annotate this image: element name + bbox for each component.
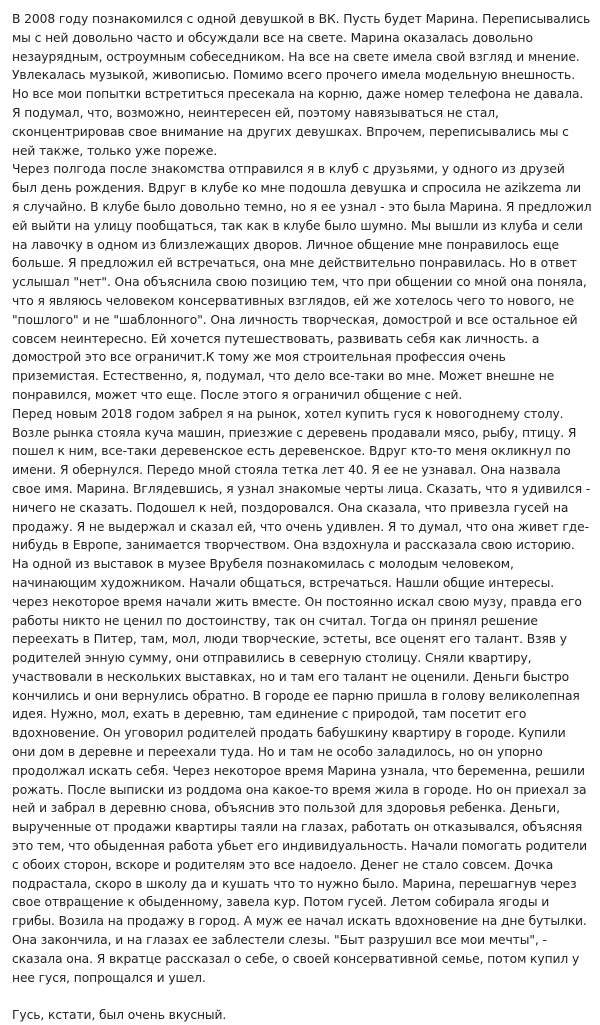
story-paragraph-2: Через полгода после знакомства отправился я в клуб с друзьями, у одного из друзей был день рождения. Вдруг в клубе ко мне подошла девушка и спросила не azikzema ли я случайно. В клубе было довольно темно, но я ее узнал - это была Марина. Я предложил ей выйти на улицу пообщаться, так как в клубе было шумно. Мы вышли из клуба и сели на лавочку в одном из близлежащих дворов. Личное общение мне понравилось еще больше. Я предложил ей встречаться, она мне действительно понравилась. Но в ответ услышал "нет". Она объяснила свою позицию тем, что при общении со мной она поняла, что я являюсь человеком консервативных взглядов, ей же хотелось чего то нового, не "пошлого" и не "шаблонного". Она личность творческая, домострой и все остальное ей совсем неинтересно. Ей хочется путешествовать, развивать себя как личность. а домострой это все ограничит.К тому же моя строительная профессия очень приземистая. Естественно, я, подумал, что дело все-таки во мне. Может внешне не понравился, может что еще. После этого я ограничил общение с ней. xyxy=(12,162,592,402)
story-paragraph-4: На одной из выставок в музее Врубеля познакомилась с молодым человеком, начинающим художником. Начали общаться, встречаться. Нашли общие интересы. через некоторое время начали жить вместе. Он постоянно искал свою музу, правда его работы никто не ценил по достоинству, так он считал. Тогда он принял решение переехать в Питер, там, мол, люди творческие, эстеты, все оценят его талант. Взяв у родителей энную сумму, они отправились в северную столицу. Сняли квартиру, участвовали в нескольких выставках, но и там его талант не оценили. Деньги быстро кончились и они вернулись обратно. В городе ее парню пришла в голову великолепная идея. Нужно, мол, ехать в деревню, там единение с природой, там посетит его вдохновение. Он уговорил родителей продать бабушкину квартиру в городе. Купили они дом в деревне и переехали туда. Но и там не особо заладилось, но он упорно продолжал искать себя. Через некоторое время Марина узнала, что беременна, решили рожать. После выписки из роддома она какое-то время жила в городе. Но он приехал за ней и забрал в деревню снова, объяснив это пользой для здоровья ребенка. Деньги, вырученные от продажи квартиры таяли на глазах, работать он отказывался, объясняя это тем, что обыденная работа убьет его индивидуальность. Начали помогать родители с обоих сторон, вскоре и родителям это все надоело. Денег не стало совсем. Дочка подрастала, скоро в школу да и кушать что то нужно было. Марина, перешагнув через свое отвращение к обыденному, завела кур. Потом гусей. Летом собирала ягоды и грибы. Возила на продажу в город. А муж ее начал искать вдохновение на дне бутылки. Она закончила, и на глазах ее заблестели слезы. "Быт разрушил все мои мечты", - сказала она. Я вкратце рассказал о себе, о своей консервативной семье, потом купил у нее гуся, попрощался и ушел. xyxy=(12,557,588,985)
story-paragraph-5: Гусь, кстати, был очень вкусный. xyxy=(12,1008,227,1023)
story-paragraph-3: Перед новым 2018 годом забрел я на рынок, хотел купить гуся к новогоднему столу. Возле рынка стояла куча машин, приезжие с деревень продавали мясо, рыбу, птицу. Я пошел к ним, все-таки деревенское есть деревенское. Вдруг кто-то меня окликнул по имени. Я обернулся. Передо мной стояла тетка лет 40. Я ее не узнавал. Она назвала свое имя. Марина. Вглядевшись, я узнал знакомые черты лица. Сказать, что я удивился - ничего не сказать. Подошел к ней, поздоровался. Она сказала, что привезла гусей на продажу. Я не выдержал и сказал ей, что очень удивлен. Я то думал, что она живет где-нибудь в Европе, занимается творчеством. Она вздохнула и рассказала свою историю. xyxy=(12,406,591,553)
story-paragraph-1: В 2008 году познакомился с одной девушкой в ВК. Пусть будет Марина. Переписывались мы с ней довольно часто и обсуждали все на свете. Марина оказалась довольно незаурядным, остроумным собеседником. На все на свете имела свой взгляд и мнение. Увлекалась музыкой, живописью. Помимо всего прочего имела модельную внешность. Но все мои попытки встретиться пресекала на корню, даже номер телефона не давала. Я подумал, что, возможно, неинтересен ей, поэтому навязываться не стал, сконцентрировав свое внимание на других девушках. Впрочем, переписывались мы с ней также, только уже пореже. xyxy=(12,12,591,158)
